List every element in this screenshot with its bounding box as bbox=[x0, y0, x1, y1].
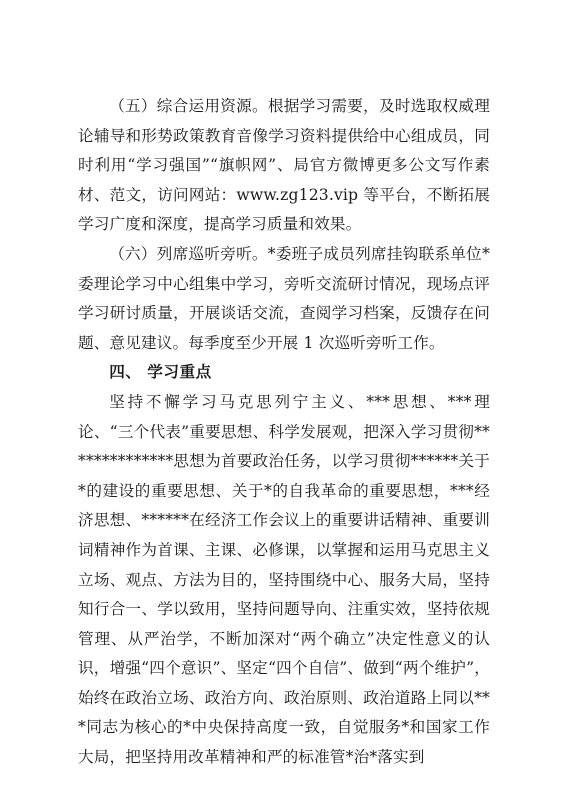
paragraph-resources: （五）综合运用资源。根据学习需要，及时选取权威理论辅导和形势政策教育音像学习资料提供给中心组成员，同时利用“学习强国”“旗帜网”、局官方微博更多公文写作素材、范文，访问网站：www.zg123.vip 等平台，不断拓展学习广度和深度，提高学习质量和效果。 bbox=[78, 97, 490, 234]
paragraph-inspection: （六）列席巡听旁听。*委班子成员列席挂钩联系单位*委理论学习中心组集中学习，旁听交流研讨情况，现场点评学习研讨质量，开展谈话交流，查阅学习档案，反馈存在问题、意见建议。每季度至少开展 1 次巡听旁听工作。 bbox=[78, 244, 490, 352]
document-page bbox=[78, 92, 490, 773]
paragraph-study-focus: 坚持不懈学习马克思列宁主义、***思想、***理论、“三个代表”重要思想、科学发展观，把深入学习贯彻**************思想为首要政治任务，以学习贯彻******关于*的建设的重要思想、关于*的自我革命的重要思想，***经济思想、******在经济工作会议上的重要讲话精神、重要训词精神作为首课、主课、必修课，以掌握和运用马克思主义立场、观点、方法为目的，坚持围绕中心、服务大局，坚持知行合一、学以致用，坚持问题导向、注重实效，坚持依规管理、从严治学，不断加深对“两个确立”决定性意义的认识，增强“四个意识”、坚定“四个自信”、做到“两个维护”，始终在政治立场、政治方向、政治原则、政治道路上同以***同志为核心的*中央保持高度一致，自觉服务*和国家工作大局，把坚持用改革精神和严的标准管*治*落实到 bbox=[78, 392, 490, 767]
section-heading: 四、 学习重点 bbox=[109, 363, 212, 382]
